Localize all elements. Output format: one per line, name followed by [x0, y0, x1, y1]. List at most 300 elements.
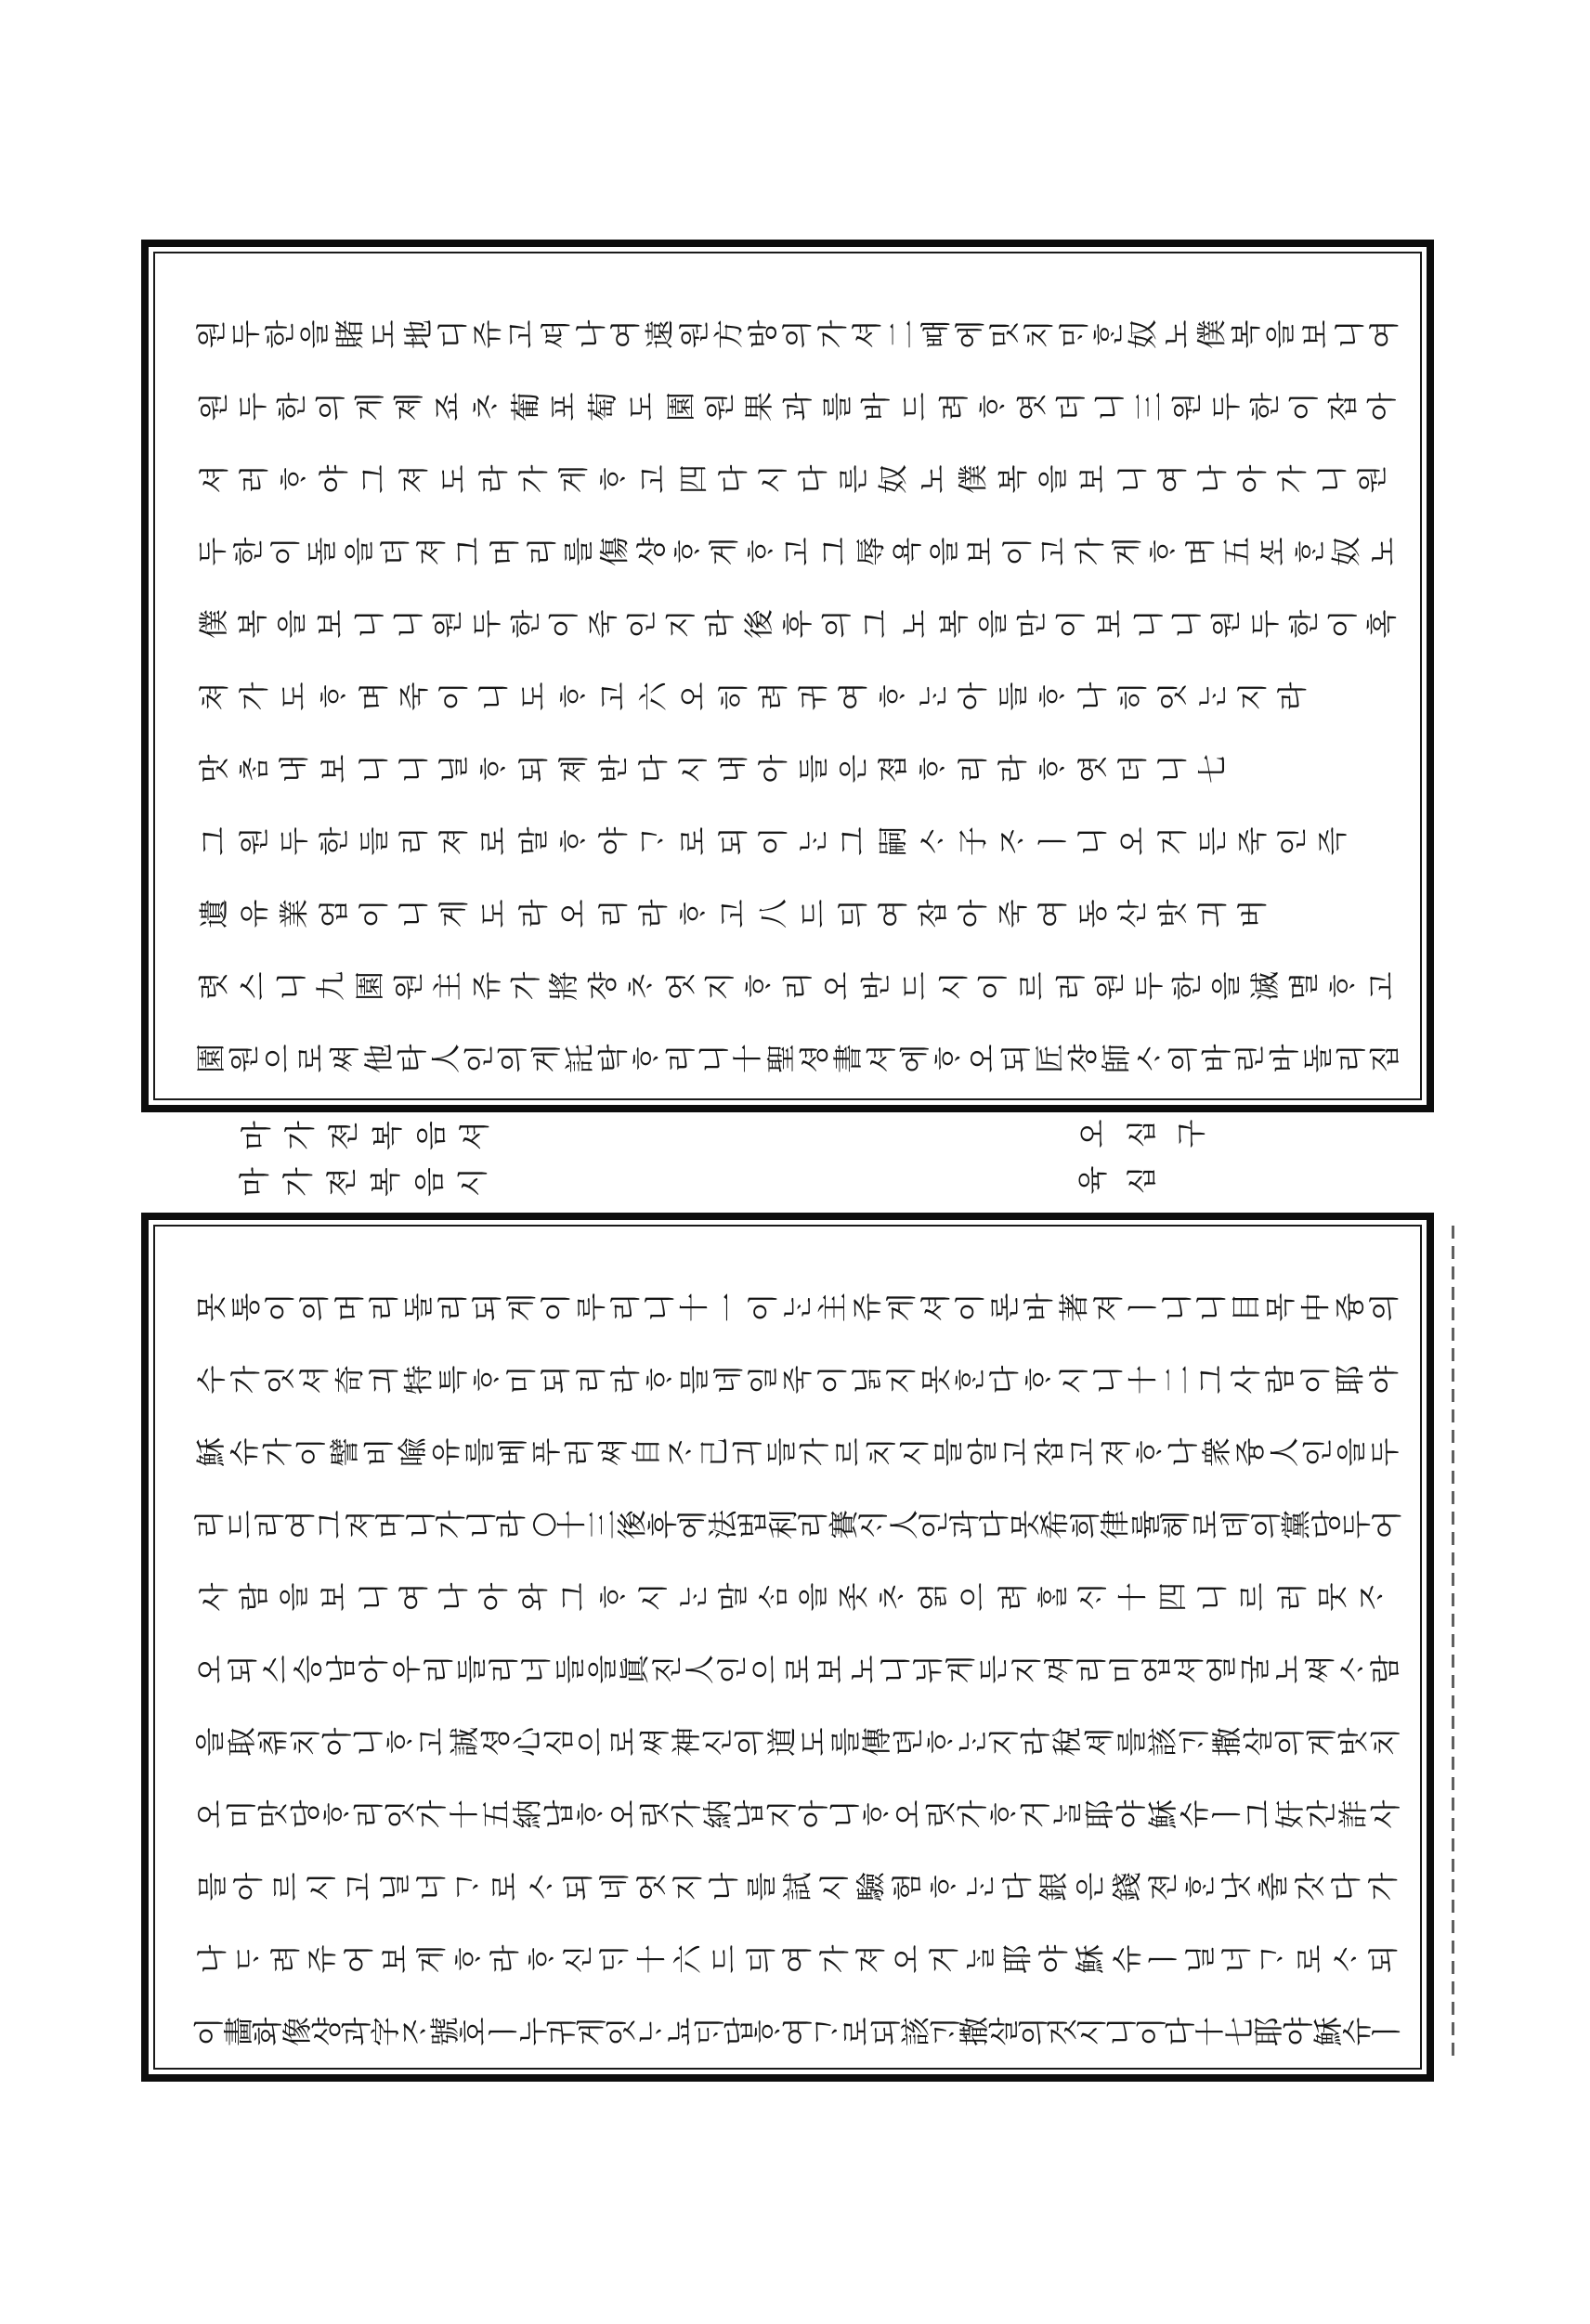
rotated-glyph: 굴 [1237, 1655, 1273, 1684]
rotated-glyph: 고 [414, 1727, 450, 1757]
rotated-glyph: 오 [192, 1799, 228, 1829]
rotated-glyph: 반 [857, 971, 893, 1001]
rotated-glyph: 맛 [255, 1799, 292, 1829]
rotated-glyph: 僕 [955, 464, 991, 495]
rotated-glyph: 業 [276, 899, 312, 929]
rotated-glyph: 구 [1173, 1119, 1209, 1149]
rotated-glyph: 즁 [1332, 1292, 1368, 1322]
rotated-glyph: ᄃᆞ [231, 1944, 267, 1974]
rotated-glyph: 귀 [795, 682, 831, 711]
rotated-glyph: 들 [453, 1655, 489, 1684]
rotated-glyph: 아 [795, 1799, 831, 1829]
rotated-glyph: 을 [276, 1582, 312, 1612]
rotated-glyph: 믈 [676, 1365, 712, 1395]
rotated-glyph: 利 [764, 1510, 801, 1540]
rotated-glyph: ᄉᆞ [1132, 1044, 1168, 1073]
rotated-glyph: 오 [1075, 1119, 1111, 1149]
text-row [194, 877, 1401, 950]
rotated-glyph: 主 [429, 971, 465, 1002]
rotated-glyph: 머 [487, 537, 523, 566]
rotated-glyph: ᄒᆞ [875, 682, 911, 711]
rotated-glyph: 리 [396, 826, 432, 856]
rotated-glyph: 일 [745, 1365, 781, 1395]
rotated-glyph: 의 [1015, 2017, 1051, 2046]
rotated-glyph: 니 [828, 1799, 864, 1829]
rotated-glyph: ᄉᆞ [1328, 1944, 1364, 1974]
rotated-glyph: 베 [495, 1437, 531, 1467]
rotated-glyph: 르 [267, 1872, 304, 1902]
rotated-glyph: 야 [595, 826, 632, 856]
rotated-glyph: 두 [1130, 971, 1166, 1001]
rotated-glyph: 과 [780, 392, 816, 422]
rotated-glyph: 게 [528, 1044, 565, 1073]
rotated-glyph: 方 [710, 318, 747, 350]
rotated-glyph: 이 [356, 899, 392, 928]
rotated-glyph: 로 [1187, 1510, 1223, 1539]
rotated-glyph: 리 [435, 1292, 471, 1322]
text-row [194, 660, 1401, 733]
rotated-glyph: 보 [1075, 464, 1111, 494]
rotated-glyph: 十 [676, 1292, 712, 1323]
rotated-glyph: 노 [1270, 1655, 1306, 1684]
rotated-glyph: 該 [897, 2016, 933, 2047]
rotated-glyph: 이 [190, 2017, 227, 2046]
rotated-glyph: 쥬 [469, 319, 505, 349]
rotated-glyph: 고 [779, 537, 815, 566]
rotated-glyph: 포 [546, 392, 582, 422]
rotated-glyph: 잇 [603, 2017, 639, 2046]
rotated-glyph: 쎠 [327, 1044, 363, 1073]
rotated-glyph: ᄉᆡ [1075, 1582, 1111, 1612]
rotated-glyph: 여 [779, 2017, 815, 2046]
text-row [194, 1344, 1401, 1416]
rotated-glyph: 의 [779, 319, 815, 349]
rotated-glyph: 滅 [1247, 971, 1284, 1002]
rotated-glyph: 을 [1333, 1437, 1369, 1467]
rotated-glyph: 더 [1052, 392, 1088, 422]
rotated-glyph: 十 [1114, 1582, 1151, 1613]
rotated-glyph: 納 [510, 1798, 546, 1830]
rotated-glyph: 著 [1056, 1292, 1092, 1323]
rotated-glyph: 듸 [743, 1944, 779, 1974]
rotated-glyph: 도 [476, 899, 512, 928]
rotated-glyph: 으 [955, 1582, 991, 1612]
rotated-glyph: 뇨 [662, 2017, 698, 2046]
rotated-glyph: 두 [468, 609, 504, 639]
rotated-glyph: 該 [1145, 1726, 1181, 1758]
rotated-glyph: 노 [915, 464, 951, 494]
rotated-glyph: 고 [1064, 1437, 1101, 1467]
rotated-glyph: 이 [546, 609, 582, 639]
rotated-glyph: ㅣ [1125, 1292, 1161, 1322]
rotated-glyph: 러 [236, 464, 272, 494]
rotated-glyph: 인 [1299, 1437, 1336, 1467]
rotated-glyph: ᄌᆞ [995, 826, 1031, 856]
rotated-glyph: 드 [795, 899, 831, 928]
rotated-glyph: 니 [1114, 464, 1151, 494]
rotated-glyph: 銀 [1036, 1871, 1072, 1902]
rotated-glyph: 치 [864, 1437, 900, 1467]
rotated-glyph: 이 [745, 1292, 781, 1322]
rotated-glyph: 니 [356, 754, 392, 784]
rotated-glyph: 지 [763, 1799, 800, 1829]
rotated-glyph: 인 [461, 1044, 497, 1073]
rotated-glyph: 奴 [1328, 536, 1364, 567]
rotated-glyph: 승 [290, 1655, 326, 1684]
rotated-glyph: 드 [896, 392, 932, 422]
rotated-glyph: 노 [1365, 537, 1401, 566]
rotated-glyph: 야 [1366, 1365, 1402, 1395]
rotated-glyph: ᄒᆞ [915, 754, 951, 784]
rotated-glyph: 오 [964, 1044, 1000, 1073]
rotated-glyph: 로 [293, 1044, 330, 1073]
rotated-glyph: 다 [976, 1510, 1012, 1539]
rotated-glyph: 즉 [1314, 826, 1350, 856]
rotated-glyph: 特 [400, 1364, 437, 1396]
rotated-glyph: 七 [1194, 754, 1231, 785]
rotated-glyph: 쟝 [1064, 1044, 1101, 1073]
rotated-glyph: ᄒᆞ [1325, 971, 1362, 1001]
rotated-glyph: 匠 [1031, 1043, 1067, 1074]
rotated-glyph: 도 [515, 682, 552, 711]
rotated-glyph: 도 [624, 392, 660, 422]
rotated-glyph: 리 [421, 1655, 457, 1684]
rotated-glyph: 고 [635, 464, 671, 494]
rotated-glyph: 가 [797, 1437, 833, 1467]
rotated-glyph: 람 [1367, 1655, 1403, 1684]
rotated-glyph: 을 [192, 1727, 228, 1757]
rotated-glyph: 로 [780, 1655, 816, 1684]
rotated-glyph: 그 [1240, 1799, 1276, 1829]
rotated-glyph: 두 [1338, 1510, 1375, 1539]
rotated-glyph: ᄒᆞ [675, 899, 711, 928]
rotated-glyph: 나 [707, 1872, 743, 1902]
rotated-glyph: 귀 [544, 2017, 580, 2046]
rotated-glyph: 그 [1193, 1365, 1230, 1395]
rotated-glyph: 로 [605, 1727, 641, 1757]
rotated-glyph: 다 [986, 1365, 1023, 1395]
rotated-glyph: ᄒᆞᆫ [1292, 537, 1328, 566]
rotated-glyph: ᄒᆞ [555, 682, 592, 711]
rotated-glyph: 셔 [1171, 1655, 1207, 1684]
rotated-glyph: 리 [780, 971, 816, 1001]
rotated-glyph: 드 [896, 971, 932, 1001]
rotated-glyph: 가 [236, 682, 272, 711]
rotated-glyph: 두 [234, 392, 270, 422]
rotated-glyph: 한 [1286, 609, 1323, 639]
rotated-glyph: 신 [560, 1944, 596, 1974]
rotated-glyph: 원 [1169, 392, 1206, 422]
rotated-glyph: 들 [995, 682, 1031, 711]
rotated-glyph: ᄒᆞ [524, 1944, 560, 1974]
rotated-glyph: 졉 [875, 754, 911, 784]
text-row [194, 1633, 1401, 1706]
rotated-glyph: 리 [662, 1044, 698, 1073]
rotated-glyph: 후 [644, 1510, 680, 1539]
rotated-glyph: 希 [1036, 1510, 1073, 1540]
rotated-glyph: 이 [999, 537, 1036, 566]
rotated-glyph: 라 [635, 899, 671, 928]
rotated-glyph: 되 [1365, 1944, 1401, 1974]
rotated-glyph: 원 [429, 609, 465, 639]
rotated-glyph: 여 [607, 319, 644, 349]
page-59-text-block [194, 298, 1401, 1076]
rotated-glyph: 시 [1074, 2017, 1110, 2046]
rotated-glyph: 머 [332, 1292, 368, 1322]
rotated-glyph: ㅣ [1145, 1944, 1181, 1974]
rotated-glyph: 穌 [193, 1436, 229, 1468]
rotated-glyph: 나 [1166, 1437, 1202, 1467]
rotated-glyph: 한 [231, 537, 267, 566]
rotated-glyph: 닐 [1182, 1944, 1219, 1974]
rotated-glyph: 쎠 [595, 1437, 632, 1467]
rotated-glyph: 슈 [1339, 2017, 1375, 2046]
rotated-glyph: 사 [1367, 1799, 1403, 1829]
rotated-glyph: 을 [296, 319, 332, 349]
rotated-glyph: ᄒᆞ [383, 1727, 419, 1757]
rotated-glyph: 後 [614, 1510, 650, 1540]
rotated-glyph: 얽 [915, 1582, 951, 1612]
rotated-glyph: 스 [257, 1655, 293, 1684]
rotated-glyph: 로 [839, 2017, 875, 2046]
rotated-glyph: 보 [962, 537, 998, 566]
rotated-glyph: 를 [743, 1872, 779, 1902]
rotated-glyph: 납 [732, 1799, 768, 1829]
rotated-glyph: 이 [1052, 609, 1088, 639]
rotated-glyph: ᄂᆞᆫ [1194, 682, 1231, 711]
rotated-glyph: 데 [1218, 1510, 1254, 1539]
rotated-glyph: 律 [1097, 1510, 1133, 1540]
rotated-glyph: 미 [1106, 1655, 1142, 1684]
running-title [232, 1161, 494, 1203]
rotated-glyph: 리 [486, 1655, 522, 1684]
rotated-glyph: 의 [312, 392, 348, 422]
rotated-glyph: ᄒᆞ [595, 1582, 632, 1612]
rotated-glyph: 니 [402, 1510, 438, 1539]
rotated-glyph: ᄒᆞ [986, 1799, 1023, 1829]
rotated-glyph: 려 [995, 1582, 1031, 1612]
rotated-glyph: 십 [1124, 1119, 1160, 1149]
rotated-glyph: 奴 [1125, 318, 1161, 350]
rotated-glyph: 슈 [1109, 1944, 1145, 1974]
rotated-glyph: 라 [1018, 1727, 1054, 1757]
rotated-glyph: ᄌᆞ [662, 1437, 698, 1467]
rotated-glyph: 撒 [957, 2016, 993, 2047]
text-row [194, 298, 1401, 370]
rotated-glyph: 撒 [1208, 1726, 1245, 1758]
rotated-glyph: 의 [296, 1292, 332, 1322]
rotated-glyph: 셔 [456, 1121, 492, 1150]
rotated-glyph: 젼 [323, 1167, 359, 1197]
text-row [194, 1923, 1401, 1995]
rotated-glyph: 그 [356, 464, 392, 494]
rotated-glyph: 리 [573, 1365, 609, 1395]
rotated-glyph: 드 [221, 1510, 257, 1539]
rotated-glyph: 의 [1366, 1292, 1402, 1322]
rotated-glyph: 노 [1159, 319, 1195, 349]
rotated-glyph: 字 [368, 2016, 404, 2047]
rotated-glyph: 네 [596, 1872, 632, 1902]
rotated-glyph: 시 [816, 1872, 853, 1902]
rotated-glyph: ᄒᆞ [922, 1727, 958, 1757]
rotated-glyph: ᄉᆞᆷ [755, 1582, 791, 1612]
rotated-glyph: 통 [228, 1292, 264, 1322]
rotated-glyph: 들 [356, 826, 392, 856]
rotated-glyph: 十 [1125, 1364, 1161, 1396]
rotated-glyph: 目 [1228, 1292, 1264, 1323]
rotated-glyph: 들 [795, 754, 831, 784]
rotated-glyph: 게 [1109, 537, 1145, 566]
rotated-glyph: 잡 [1325, 392, 1362, 422]
rotated-glyph: 도 [366, 319, 402, 349]
rotated-glyph: 여 [396, 1582, 432, 1612]
rotated-glyph: 神 [669, 1726, 705, 1758]
rotated-glyph: 心 [510, 1726, 546, 1758]
rotated-glyph: 닑 [849, 1365, 885, 1395]
text-row [194, 370, 1401, 443]
rotated-glyph: 리 [191, 1510, 228, 1539]
rotated-glyph: 穌 [1145, 1798, 1181, 1830]
rotated-glyph: 스 [234, 971, 270, 1001]
rotated-glyph: 이 [974, 971, 1010, 1001]
rotated-glyph: 나 [1075, 682, 1111, 711]
rotated-glyph: 져 [414, 537, 450, 566]
rotated-glyph: 우 [388, 1655, 424, 1684]
rotated-glyph: 己 [696, 1436, 732, 1468]
rotated-glyph: 잡 [1031, 1437, 1067, 1467]
rotated-glyph: ᄒᆞ [743, 537, 779, 566]
rotated-glyph: 號 [426, 2016, 463, 2047]
rotated-glyph: 즁 [1232, 1437, 1269, 1467]
rotated-glyph: 오 [1114, 826, 1151, 856]
rotated-glyph: 이 [262, 1292, 298, 1322]
rotated-glyph: 驗 [853, 1871, 889, 1902]
rotated-glyph: 니 [1159, 1292, 1195, 1322]
rotated-glyph: 한 [262, 319, 298, 349]
rotated-glyph: 마 [236, 1167, 272, 1197]
rotated-glyph: 릿 [922, 1799, 958, 1829]
rotated-glyph: 심 [541, 1727, 578, 1757]
rotated-glyph: 은 [1073, 1872, 1109, 1902]
rotated-glyph: 한 [507, 609, 543, 639]
rotated-glyph: ᄒᆞ [450, 1944, 487, 1974]
rotated-glyph: 러 [1052, 971, 1088, 1001]
rotated-glyph: 알 [964, 1437, 1000, 1467]
rotated-glyph: 갓 [1292, 1872, 1328, 1902]
rotated-glyph: 게 [436, 899, 472, 928]
rotated-glyph: 젼 [1145, 1872, 1181, 1902]
rotated-glyph: 과 [945, 1510, 982, 1539]
rotated-glyph: 야 [1036, 1944, 1072, 1974]
rotated-glyph: 니 [878, 1655, 914, 1684]
rotated-glyph: 오 [675, 682, 711, 711]
text-row [194, 588, 1401, 660]
rotated-glyph: 말 [715, 1582, 751, 1612]
rotated-glyph: ᄉᆞ [915, 826, 951, 856]
rotated-glyph: ᄎᆞ [468, 392, 504, 422]
rotated-glyph: 셔 [849, 319, 885, 349]
rotated-glyph: 졔 [390, 392, 426, 422]
rotated-glyph: 이 [293, 1437, 330, 1467]
rotated-glyph: 로 [487, 1872, 523, 1902]
rotated-glyph: 헤 [1157, 1510, 1193, 1539]
rotated-glyph: 三 [1130, 392, 1166, 422]
rotated-glyph: 쳐 [196, 682, 232, 711]
rotated-glyph: ᄎᆞ [624, 971, 660, 1001]
page-frame-60-inner-rule [153, 1225, 1422, 2070]
rotated-glyph: 은 [835, 754, 871, 784]
rotated-glyph: 의 [1247, 1510, 1284, 1539]
rotated-glyph: 奴 [875, 464, 911, 495]
rotated-glyph: 리 [351, 1799, 387, 1829]
rotated-glyph: 이 [952, 1292, 988, 1322]
rotated-glyph: 人 [682, 1654, 718, 1685]
rotated-glyph: 것 [1045, 2017, 1081, 2046]
rotated-glyph: 六 [635, 682, 671, 712]
rotated-glyph: 이 [538, 1292, 574, 1322]
rotated-glyph: 얼 [1204, 1655, 1240, 1684]
rotated-glyph: ᄯᅩ [1256, 537, 1292, 566]
rotated-glyph: 果 [741, 392, 777, 422]
rotated-glyph: 지 [1009, 1655, 1045, 1684]
rotated-glyph: 셩 [797, 1044, 833, 1073]
rotated-glyph: 取 [224, 1726, 260, 1758]
rotated-glyph: 보 [316, 754, 352, 784]
rotated-glyph: 後 [741, 609, 777, 640]
rotated-glyph: 니 [396, 754, 432, 784]
rotated-glyph: 쎠 [636, 1727, 672, 1757]
page-frame-59 [141, 240, 1434, 1112]
rotated-glyph: ᄒᆞ [926, 1872, 962, 1902]
rotated-glyph: 園 [351, 971, 387, 1002]
rotated-glyph: 僕 [1193, 318, 1230, 350]
rotated-glyph: 라 [476, 464, 512, 494]
rotated-glyph: 돌 [400, 1292, 437, 1322]
text-row [194, 1561, 1401, 1633]
rotated-glyph: 十 [554, 1510, 590, 1540]
rotated-glyph: 지 [883, 1365, 919, 1395]
rotated-glyph: ᄒᆞᆫ [1182, 1872, 1219, 1902]
rotated-glyph: 되 [868, 2017, 905, 2046]
rotated-glyph: 고 [1364, 971, 1401, 1001]
rotated-glyph: 賭 [332, 318, 368, 350]
rotated-glyph: 닐 [377, 1872, 413, 1902]
rotated-glyph: 리 [252, 1510, 288, 1539]
rotated-glyph: 이 [1133, 2017, 1169, 2046]
rotated-glyph: 수 [193, 1365, 229, 1395]
rotated-glyph: 로 [476, 826, 512, 856]
rotated-glyph: ○ [523, 1512, 559, 1538]
rotated-glyph: 져 [342, 1510, 378, 1539]
rotated-glyph: 辱 [853, 536, 889, 567]
rotated-glyph: 니 [1194, 1582, 1231, 1612]
rotated-glyph: 야 [316, 464, 352, 494]
rotated-glyph: 디 [435, 319, 471, 349]
rotated-glyph: 인 [714, 1655, 750, 1684]
rotated-glyph: 셩 [477, 1727, 514, 1757]
rotated-glyph: 오 [192, 1655, 228, 1684]
rotated-glyph: 아 [319, 1727, 355, 1757]
rotated-glyph: 내 [276, 754, 312, 784]
rotated-glyph: 리 [595, 899, 632, 928]
rotated-glyph: 며 [1182, 537, 1219, 566]
rotated-glyph: 을 [273, 609, 309, 639]
rotated-glyph: 린 [1232, 1044, 1269, 1073]
rotated-glyph: 中 [1297, 1292, 1334, 1323]
rotated-glyph: 어 [1368, 1510, 1404, 1539]
rotated-glyph: 음 [411, 1167, 447, 1197]
rotated-glyph: 되 [715, 826, 751, 856]
